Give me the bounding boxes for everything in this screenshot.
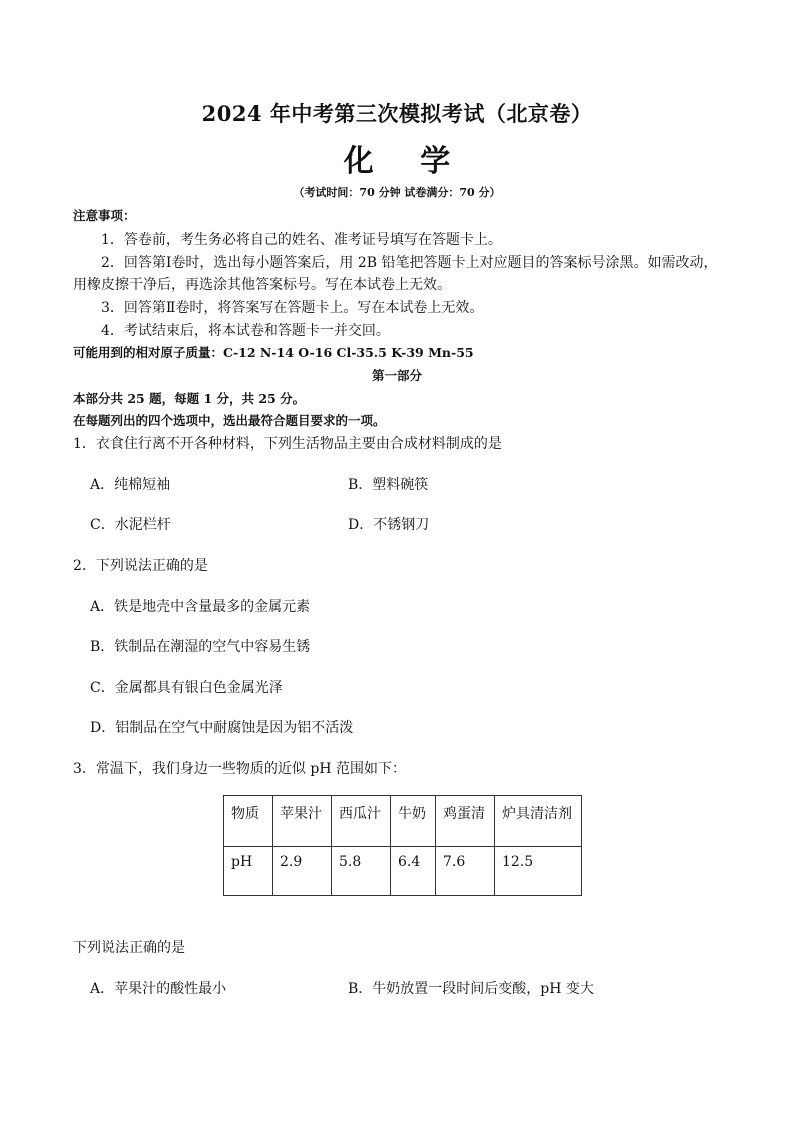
question-1-option-c: C．水泥栏杆 [90,517,171,533]
part-one-intro-1: 本部分共 25 题，每题 1 分，共 25 分。 [73,391,306,406]
note-item-4: 4．考试结束后，将本试卷和答题卡一并交回。 [101,323,390,339]
question-3-followup: 下列说法正确的是 [73,940,185,956]
ph-table-value-cell: pH [224,847,273,896]
question-1-stem: 1．衣食住行离不开各种材料，下列生活物品主要由合成材料制成的是 [73,436,502,452]
ph-table-value-cell: 2.9 [273,847,332,896]
ph-table-value-cell: 6.4 [391,847,436,896]
note-item-2-line-1: 2．回答第Ⅰ卷时，选出每小题答案后，用 2B 铅笔把答题卡上对应题目的答案标号涂黑。如需改动， [101,255,718,271]
notes-heading: 注意事项： [73,208,136,223]
exam-title: 2024 年中考第三次模拟考试（北京卷） [201,101,593,126]
question-1-option-a: A．纯棉短袖 [90,477,171,493]
exam-info: （考试时间：70 分钟 试卷满分：70 分） [293,186,501,199]
ph-table-header-cell: 炉具清洁剂 [495,796,582,847]
question-2-stem: 2．下列说法正确的是 [73,558,208,574]
question-2-option-b: B．铁制品在潮湿的空气中容易生锈 [90,639,311,655]
ph-table-header-row [224,796,582,847]
ph-table-header-cell: 西瓜汁 [332,796,391,847]
question-1-option-b: B．塑料碗筷 [348,477,429,493]
question-1-option-d: D．不锈钢刀 [348,517,430,533]
question-2-option-a: A．铁是地壳中含量最多的金属元素 [90,599,311,615]
ph-table-value-cell: 12.5 [495,847,582,896]
ph-table-header-cell: 物质 [224,796,273,847]
ph-table-header-cell: 牛奶 [391,796,436,847]
ph-table-header-cell: 鸡蛋清 [436,796,495,847]
question-2-option-c: C．金属都具有银白色金属光泽 [90,680,283,696]
note-item-1: 1．答卷前，考生务必将自己的姓名、准考证号填写在答题卡上。 [101,232,502,248]
ph-table-value-row [224,847,582,896]
note-item-3: 3．回答第Ⅱ卷时，将答案写在答题卡上。写在本试卷上无效。 [101,300,484,316]
question-3-stem: 3．常温下，我们身边一些物质的近似 pH 范围如下： [73,761,406,777]
ph-table-value-cell: 7.6 [436,847,495,896]
note-item-2-line-2: 用橡皮擦干净后，再选涂其他答案标号。写在本试卷上无效。 [73,277,451,293]
question-2-option-d: D．铝制品在空气中耐腐蚀是因为铝不活泼 [90,720,354,736]
part-one-intro-2: 在每题列出的四个选项中，选出最符合题目要求的一项。 [73,413,386,428]
part-one-heading: 第一部分 [371,368,422,383]
ph-table-value-cell: 5.8 [332,847,391,896]
ph-table-header-cell: 苹果汁 [273,796,332,847]
atomic-masses: 可能用到的相对原子质量：C-12 N-14 O-16 Cl-35.5 K-39 Mn-55 [73,345,474,360]
question-3-option-b: B．牛奶放置一段时间后变酸，pH 变大 [348,981,594,997]
ph-table [223,795,582,896]
subject-title: 化 学 [343,144,469,179]
question-3-option-a: A．苹果汁的酸性最小 [90,981,227,997]
